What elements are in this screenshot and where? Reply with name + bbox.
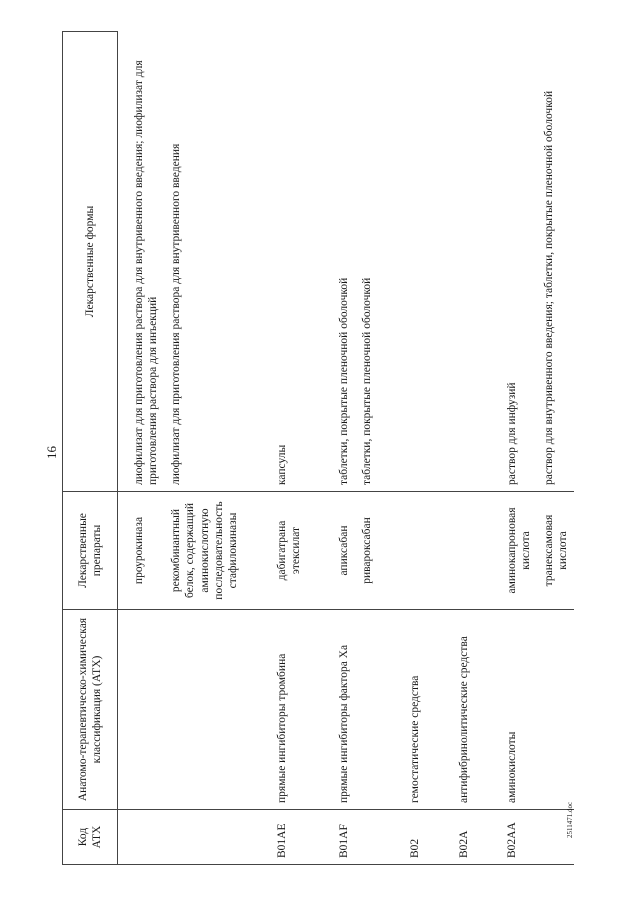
code-cell [165, 810, 245, 865]
spacer-cell [427, 32, 453, 492]
preparation-cell: апиксабан [333, 492, 355, 610]
spacer-cell [245, 610, 271, 810]
spacer-cell [307, 810, 333, 865]
header-forms: Лекарственные формы [63, 32, 118, 492]
code-cell: B02 [404, 810, 426, 865]
table-row [356, 32, 378, 865]
spacer-cell [245, 810, 271, 865]
table-header-row [63, 32, 118, 865]
spacer-cell [427, 610, 453, 810]
classification-cell: прямые ингибиторы тромбина [271, 610, 308, 810]
classification-cell: прямые ингибиторы фактора Xa [333, 610, 355, 810]
preparation-cell: рекомбинантный белок, содержащий аминокислотную последовательность стафилокиназы [165, 492, 245, 610]
forms-cell: таблетки, покрытые пленочной оболочкой [356, 32, 378, 492]
preparation-cell: ривароксабан [356, 492, 378, 610]
table-row [165, 32, 245, 865]
forms-cell: лиофилизат для приготовления раствора для внутривенного введения [165, 32, 245, 492]
header-classification: Анатомо-терапевтическо-химическая классификация (АТХ) [63, 610, 118, 810]
classification-cell: антифибринолитические средства [453, 610, 475, 810]
preparation-cell: дабигатрана этексилат [271, 492, 308, 610]
code-cell [118, 810, 165, 865]
spacer-cell [378, 610, 404, 810]
forms-cell: таблетки, покрытые пленочной оболочкой [333, 32, 355, 492]
row-spacer [245, 32, 271, 865]
classification-cell: аминокислоты [501, 610, 538, 810]
preparation-cell: проурокиназа [118, 492, 165, 610]
drug-table [62, 31, 574, 865]
row-spacer [307, 32, 333, 865]
header-preparations: Лекарственные препараты [63, 492, 118, 610]
classification-cell [118, 610, 165, 810]
table-row [501, 32, 538, 865]
table-row [453, 32, 475, 865]
document-id: 2511471.doc [566, 801, 574, 838]
preparation-cell [404, 492, 426, 610]
table-row [118, 32, 165, 865]
spacer-cell [378, 492, 404, 610]
forms-cell [404, 32, 426, 492]
forms-cell: раствор для инфузий [501, 32, 538, 492]
spacer-cell [475, 32, 501, 492]
code-cell: B02AA [501, 810, 538, 865]
page-number: 16 [44, 446, 59, 459]
forms-cell: лиофилизат для приготовления раствора для внутривенного введения; лиофилизат для приготовления раствора для инъекций [118, 32, 165, 492]
preparation-cell: аминокапроновая кислота [501, 492, 538, 610]
code-cell: B01AE [271, 810, 308, 865]
spacer-cell [427, 810, 453, 865]
spacer-cell [307, 32, 333, 492]
classification-cell: гемостатические средства [404, 610, 426, 810]
preparation-cell [453, 492, 475, 610]
spacer-cell [475, 810, 501, 865]
code-cell [356, 810, 378, 865]
table-row [538, 32, 575, 865]
classification-cell [165, 610, 245, 810]
spacer-cell [307, 610, 333, 810]
code-cell: B02A [453, 810, 475, 865]
classification-cell [538, 610, 575, 810]
row-spacer [475, 32, 501, 865]
spacer-cell [475, 610, 501, 810]
spacer-cell [307, 492, 333, 610]
forms-cell [453, 32, 475, 492]
table-row [404, 32, 426, 865]
spacer-cell [245, 492, 271, 610]
forms-cell: раствор для внутривенного введения; таблетки, покрытые пленочной оболочкой [538, 32, 575, 492]
spacer-cell [378, 32, 404, 492]
spacer-cell [245, 32, 271, 492]
code-cell: B01AF [333, 810, 355, 865]
header-code: Код АТХ [63, 810, 118, 865]
table-body [118, 32, 575, 865]
preparation-cell: транексамовая кислота [538, 492, 575, 610]
spacer-cell [427, 492, 453, 610]
table-row [333, 32, 355, 865]
row-spacer [427, 32, 453, 865]
spacer-cell [475, 492, 501, 610]
classification-cell [356, 610, 378, 810]
table-row [271, 32, 308, 865]
row-spacer [378, 32, 404, 865]
spacer-cell [378, 810, 404, 865]
forms-cell: капсулы [271, 32, 308, 492]
